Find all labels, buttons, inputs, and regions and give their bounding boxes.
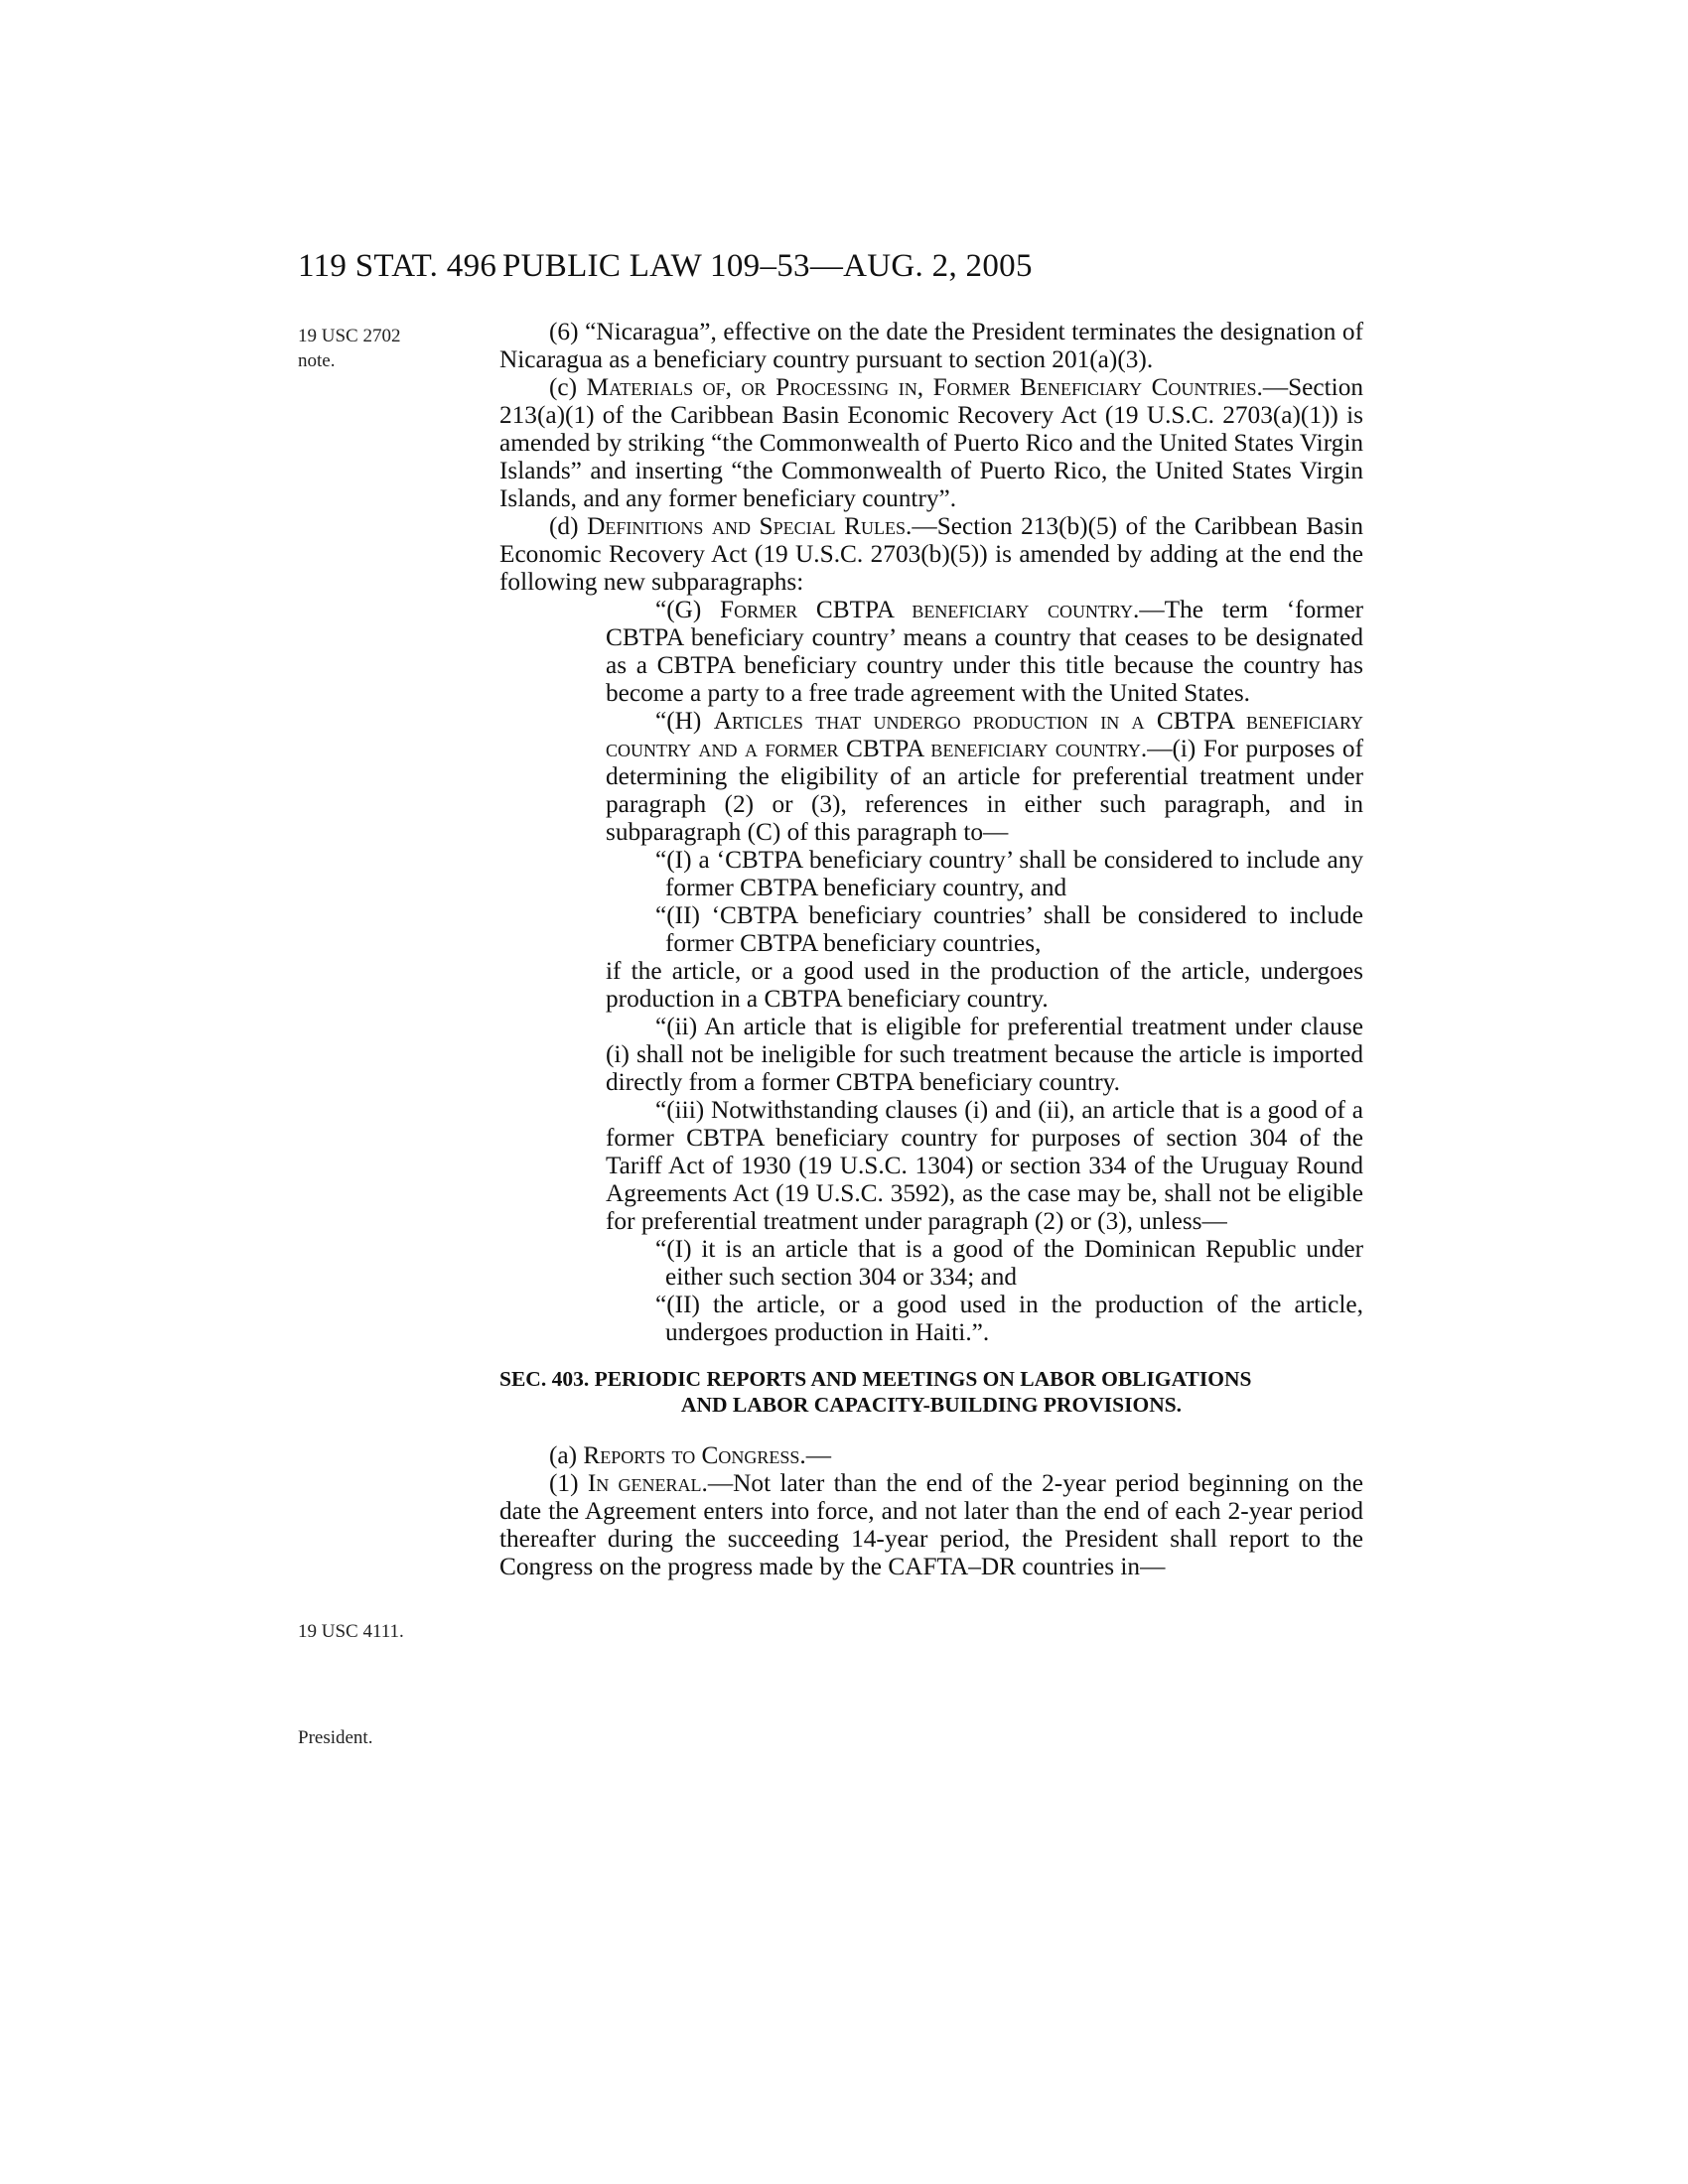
clause-continuation: if the article, or a good used in the production of the article, undergoes production in a CBTPA beneficiary country. xyxy=(606,957,1363,1013)
margin-note-usc-2702: 19 USC 2702 note. xyxy=(298,326,401,371)
section-403-heading xyxy=(499,1366,1363,1418)
document-body xyxy=(499,318,1363,1580)
public-law-title: PUBLIC LAW 109–53—AUG. 2, 2005 xyxy=(502,248,1033,284)
paragraph-c-materials: (c) Materials of, or Processing in, Former Beneficiary Countries.—Section 213(a)(1) of the Caribbean Basin Economic Recovery Act (19 U.S.C. 2703(a)(1)) is amended by striking “the Commonwealth of Puerto Rico and the United States Virgin Islands” and inserting “the Commonwealth of Puerto Rico, the United States Virgin Islands, and any former beneficiary country”. xyxy=(499,373,1363,512)
paragraph-d-definitions: (d) Definitions and Special Rules.—Section 213(b)(5) of the Caribbean Basin Economic Recovery Act (19 U.S.C. 2703(b)(5)) is amended by adding at the end the following new subparagraphs: xyxy=(499,512,1363,596)
subclause-i-dominican: “(I) it is an article that is a good of the Dominican Republic under either such section 304 or 334; and xyxy=(655,1235,1363,1291)
subclause-i-country: “(I) a ‘CBTPA beneficiary country’ shall be considered to include any former CBTPA beneficiary country, and xyxy=(655,846,1363,901)
margin-note-president: President. xyxy=(298,1727,373,1748)
section-heading-line-2: AND LABOR CAPACITY-BUILDING PROVISIONS. xyxy=(680,1393,1183,1417)
clause-ii: “(ii) An article that is eligible for preferential treatment under clause (i) shall not be ineligible for such treatment because the article is imported directly from a former CBTPA beneficiary country. xyxy=(606,1013,1363,1096)
page-stat-number: 119 STAT. 496 xyxy=(298,248,497,284)
subparagraph-h: “(H) Articles that undergo production in a CBTPA beneficiary country and a former CBTPA beneficiary country.—(i) For purposes of determining the eligibility of an article for preferential treatment under paragraph (2) or (3), references in either such paragraph, and in subparagraph (C) of this paragraph to— xyxy=(606,707,1364,846)
subclause-ii-countries: “(II) ‘CBTPA beneficiary countries’ shall be considered to include former CBTPA beneficiary countries, xyxy=(655,901,1363,957)
section-heading-line-1: SEC. 403. PERIODIC REPORTS AND MEETINGS ON LABOR OBLIGATIONS xyxy=(499,1367,1252,1391)
clause-iii: “(iii) Notwithstanding clauses (i) and (ii), an article that is a good of a former CBTPA beneficiary country for purposes of section 304 of the Tariff Act of 1930 (19 U.S.C. 1304) or section 334 of the Uruguay Round Agreements Act (19 U.S.C. 3592), as the case may be, shall not be eligible for preferential treatment under paragraph (2) or (3), unless— xyxy=(606,1096,1363,1235)
paragraph-a-reports: (a) Reports to Congress.— xyxy=(549,1441,832,1469)
margin-note-usc-4111: 19 USC 4111. xyxy=(298,1621,404,1642)
paragraph-6-nicaragua: (6) “Nicaragua”, effective on the date the President terminates the designation of Nicaragua as a beneficiary country pursuant to section 201(a)(3). xyxy=(499,318,1363,373)
paragraph-1-in-general: (1) In general.—Not later than the end of the 2-year period beginning on the date the Agreement enters into force, and not later than the end of each 2-year period thereafter during the succeeding 14-year period, the President shall report to the Congress on the progress made by the CAFTA–DR countries in— xyxy=(499,1469,1363,1580)
subclause-ii-haiti: “(II) the article, or a good used in the production of the article, undergoes production in Haiti.”. xyxy=(655,1291,1363,1346)
subparagraph-g: “(G) Former CBTPA beneficiary country.—The term ‘former CBTPA beneficiary country’ means a country that ceases to be designated as a CBTPA beneficiary country under this title because the country has become a party to a free trade agreement with the United States. xyxy=(606,596,1363,707)
